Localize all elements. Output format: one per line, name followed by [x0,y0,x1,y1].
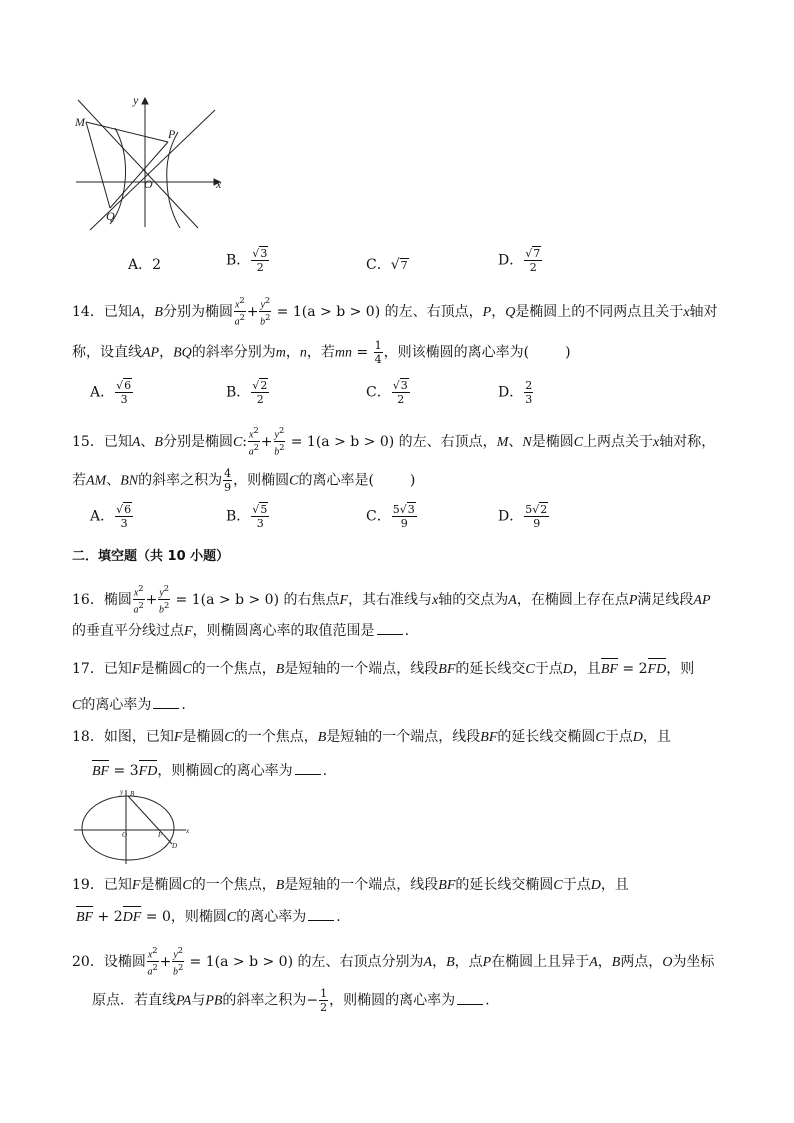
q20-line1: 20．设椭圆 $\frac{x^2}{a^2}$ + $\frac{y^2}{b^2}$ = 1(a > b > 0) 的左、右顶点分别为A，B，点P在椭圆上且异于A，B两点，O为坐标 [72,945,715,978]
answer-blank[interactable] [457,992,483,1005]
label-x: x [186,827,190,835]
q18-line2: BF = 3FD，则椭圆C的离心率为 . [92,763,328,779]
label-q: Q [106,209,115,223]
label-o: O [122,831,128,839]
q14-line2: 称，设直线AP，BQ的斜率分别为m，n，若mn = $\frac{1}{4}$ ，则该椭圆的离心率为( ) [72,339,571,366]
q19-line1: 19．已知F是椭圆C的一个焦点，B是短轴的一个端点，线段BF的延长线交椭圆C于点D，且 [72,877,629,893]
segment-bd [128,796,172,844]
answer-blank[interactable] [153,696,179,709]
q15-option-a[interactable]: A． $\frac{√6}{3}$ [90,503,132,530]
q15-option-c[interactable]: C． $\frac{5√3}{9}$ [366,503,415,530]
q15-line2: 若AM、BN的斜率之积为 $\frac{4}{9}$ ，则椭圆C的离心率是( ) [72,467,416,494]
label-y: y [120,788,124,796]
q13-option-b[interactable]: B． $\frac{√3}{2}$ [226,247,268,274]
q14-line1: 14．已知A，B分别为椭圆 $\frac{x^2}{a^2}$ + $\frac{y^2}{b^2}$ = 1(a > b > 0) 的左、右顶点，P，Q是椭圆上的不同两点且关于x轴对 [72,295,718,328]
q13-option-c[interactable]: C．√7 [366,257,408,273]
label-f: F [158,831,163,839]
label-x: x [216,177,222,191]
label-o: O [144,177,153,191]
q13-option-d[interactable]: D． $\frac{√7}{2}$ [498,247,541,274]
label-m: M [75,115,85,129]
q16-line2: 的垂直平分线过点F，则椭圆离心率的取值范围是 . [72,623,410,639]
segment-mp [86,122,168,142]
q14-option-b[interactable]: B． $\frac{√2}{2}$ [226,379,268,406]
q15-line1: 15．已知A、B分别是椭圆C: $\frac{x^2}{a^2}$ + $\frac{y^2}{b^2}$ = 1(a > b > 0) 的左、右顶点，M、N是椭圆C上两点关于x轴对称， [72,425,716,458]
label-d: D [172,842,178,850]
q15-option-d[interactable]: D． $\frac{5√2}{9}$ [498,503,548,530]
q14-option-a[interactable]: A． $\frac{√6}{3}$ [90,379,132,406]
segment-pq [110,142,168,208]
hyperbola-right-branch [167,132,180,228]
segment-mq [86,122,110,208]
answer-blank[interactable] [295,762,321,775]
q16-line1: 16．椭圆 $\frac{x^2}{a^2}$ + $\frac{y^2}{b^2}$ = 1(a > b > 0) 的右焦点F，其右准线与x轴的交点为A，在椭圆上存在点P满足线段AP [72,583,711,616]
q20-line2: 原点．若直线PA与PB的斜率之积为− $\frac{1}{2}$ ，则椭圆的离心率为 . [92,987,490,1014]
ellipse-curve [82,796,174,860]
q18-line1: 18．如图，已知F是椭圆C的一个焦点，B是短轴的一个端点，线段BF的延长线交椭圆C于点D，且 [72,729,671,745]
hyperbola-figure [70,92,230,232]
ellipse-figure [72,786,192,866]
label-p: P [168,127,176,141]
q14-option-d[interactable]: D． $\frac{2}{3}$ [498,379,533,406]
answer-blank[interactable] [308,908,334,921]
q15-option-b[interactable]: B． $\frac{√5}{3}$ [226,503,268,530]
asymptote-2 [78,100,198,228]
section-heading-fill-in: 二．填空题（共 10 小题） [72,549,230,564]
y-axis-arrow [142,98,148,104]
answer-blank[interactable] [377,622,403,635]
q14-option-c[interactable]: C． $\frac{√3}{2}$ [366,379,408,406]
q17-line2: C的离心率为 . [72,697,186,713]
q17-line1: 17．已知F是椭圆C的一个焦点，B是短轴的一个端点，线段BF的延长线交C于点D，且BF = 2FD，则 [72,661,695,677]
q13-option-a[interactable]: A．2 [128,257,162,273]
label-y: y [133,93,139,107]
label-b: B [130,790,135,798]
q19-line2: BF + 2DF = 0，则椭圆C的离心率为 . [76,909,341,925]
